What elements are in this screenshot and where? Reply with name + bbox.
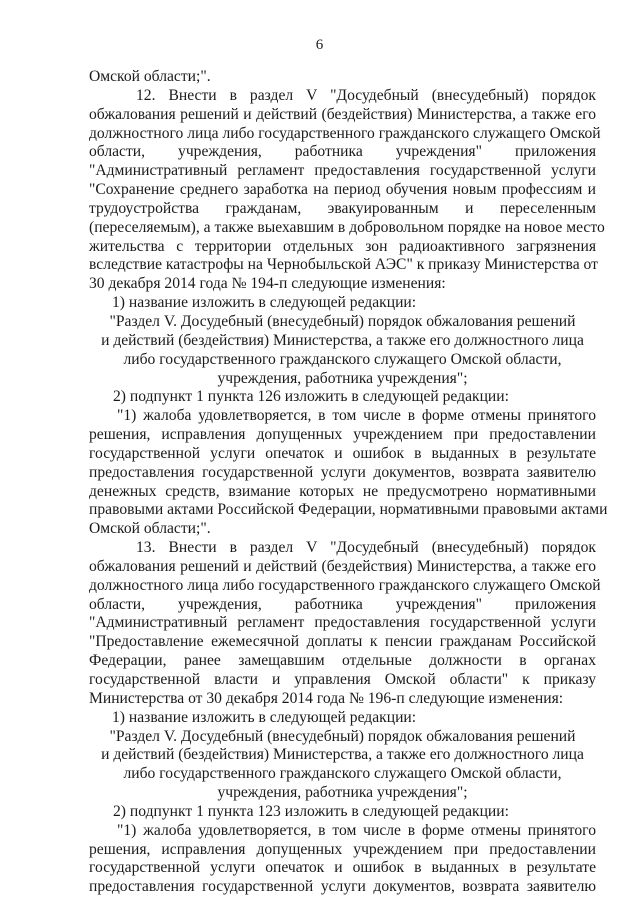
text-line: 1) название изложить в следующей редакции: bbox=[112, 708, 417, 726]
text-line: 30 декабря 2014 года № 194-п следующие изменения: bbox=[89, 275, 446, 293]
text-line: 13. Внести в раздел V "Досудебный (внесудебный) порядок bbox=[136, 539, 596, 557]
text-line: "Раздел V. Досудебный (внесудебный) порядок обжалования решений bbox=[109, 312, 576, 330]
text-line: либо государственного гражданского служащего Омской области, bbox=[123, 765, 562, 783]
text-line: Омской области;". bbox=[89, 68, 211, 85]
text-line: (переселяемым), а также выехавшим в добровольном порядке на новое место bbox=[89, 218, 605, 236]
text-line: государственной услуги опечаток и ошибок в выданных в результате bbox=[89, 444, 596, 462]
text-line: 12. Внести в раздел V "Досудебный (внесудебный) порядок bbox=[136, 86, 596, 104]
text-line: 2) подпункт 1 пункта 126 изложить в следующей редакции: bbox=[113, 388, 509, 406]
text-line: и действий (бездействия) Министерства, а также его должностного лица bbox=[101, 331, 584, 349]
text-line: "Административный регламент предоставления государственной услуги bbox=[89, 162, 596, 180]
text-line: Федерации, ранее замещавшим отдельные должности в органах bbox=[89, 652, 596, 670]
text-line: "1) жалоба удовлетворяется, в том числе в форме отмены принятого bbox=[117, 821, 596, 839]
text-line: "Предоставление ежемесячной доплаты к пенсии гражданам Российской bbox=[89, 633, 596, 651]
text-line: "Административный регламент предоставления государственной услуги bbox=[89, 614, 596, 632]
text-line: правовыми актами Российской Федерации, нормативными правовыми актами bbox=[89, 501, 608, 519]
text-line: должностного лица либо государственного гражданского служащего Омской bbox=[89, 124, 601, 142]
text-line: 1) название изложить в следующей редакции: bbox=[112, 294, 417, 312]
text-line: предоставления государственной услуги документов, возврата заявителю bbox=[89, 878, 596, 896]
text-line: области, учреждения, работника учреждения" приложения bbox=[89, 143, 596, 161]
document-body bbox=[89, 68, 608, 897]
text-line: области, учреждения, работника учреждения" приложения bbox=[89, 595, 596, 613]
text-line: решения, исправления допущенных учреждением при предоставлении bbox=[89, 426, 596, 444]
page-number: 6 bbox=[315, 37, 324, 53]
text-line: предоставления государственной услуги документов, возврата заявителю bbox=[89, 463, 596, 481]
text-line: должностного лица либо государственного гражданского служащего Омской bbox=[89, 576, 601, 594]
text-line: трудоустройства гражданам, эвакуированным и переселенным bbox=[89, 199, 596, 217]
text-line: решения, исправления допущенных учреждением при предоставлении bbox=[89, 840, 596, 858]
text-line: учреждения, работника учреждения"; bbox=[217, 784, 468, 802]
text-line: вследствие катастрофы на Чернобыльской АЭС" к приказу Министерства от bbox=[89, 256, 598, 274]
text-line: государственной услуги опечаток и ошибок в выданных в результате bbox=[89, 859, 596, 877]
text-line: 2) подпункт 1 пункта 123 изложить в следующей редакции: bbox=[113, 802, 509, 820]
text-line: "Сохранение среднего заработка на период обучения новым профессиям и bbox=[89, 181, 596, 199]
text-line: денежных средств, взимание которых не предусмотрено нормативными bbox=[89, 482, 596, 500]
text-line: "Раздел V. Досудебный (внесудебный) порядок обжалования решений bbox=[109, 727, 576, 745]
text-line: государственной власти и управления Омской области" к приказу bbox=[89, 671, 596, 688]
text-line: жительства с территории отдельных зон радиоактивного загрязнения bbox=[89, 237, 596, 255]
text-line: Министерства от 30 декабря 2014 года № 196-п следующие изменения: bbox=[89, 689, 564, 707]
text-line: либо государственного гражданского служащего Омской области, bbox=[123, 350, 562, 368]
text-line: Омской области;". bbox=[89, 520, 211, 538]
text-line: учреждения, работника учреждения"; bbox=[217, 369, 468, 387]
text-line: "1) жалоба удовлетворяется, в том числе в форме отмены принятого bbox=[117, 407, 596, 425]
text-line: обжалования решений и действий (бездействия) Министерства, а также его bbox=[89, 105, 596, 123]
text-line: и действий (бездействия) Министерства, а также его должностного лица bbox=[101, 746, 584, 764]
text-line: обжалования решений и действий (бездействия) Министерства, а также его bbox=[89, 557, 596, 575]
